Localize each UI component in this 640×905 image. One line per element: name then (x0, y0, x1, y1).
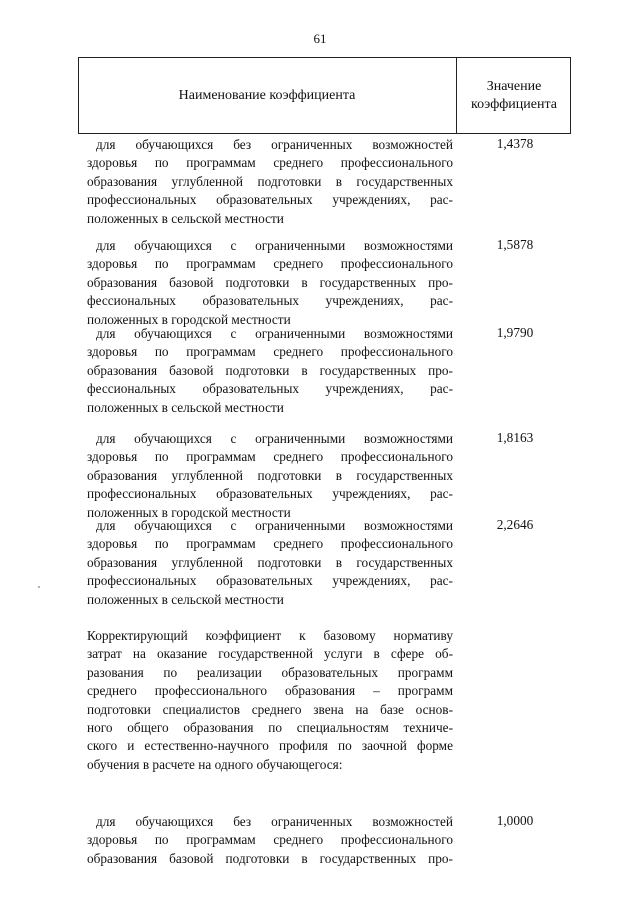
text-line: образования углубленной подготовки в государственных (87, 467, 453, 483)
text-line: затрат на оказание государственной услуги в сфере об- (87, 646, 453, 662)
text-line: профессиональных образовательных учреждениях, рас- (87, 573, 453, 589)
text-line: обучения в расчете на одного обучающегося: (87, 756, 343, 772)
text-line: образования базовой подготовки в государственных про- (87, 850, 453, 866)
text-line: ского и естественно-научного профиля по заочной форме (87, 738, 453, 754)
text-line: образования углубленной подготовки в государственных (87, 173, 453, 189)
text-line: фессиональных образовательных учреждениях, рас- (87, 293, 453, 309)
text-line: образования базовой подготовки в государственных про- (87, 362, 453, 378)
text-line: для обучающихся с ограниченными возможностями (96, 238, 453, 253)
text-line: здоровья по программам среднего профессионального (87, 155, 453, 171)
text-line: подготовки специалистов среднего звена на базе основ- (87, 701, 453, 717)
coefficient-value: 1,5878 (496, 237, 534, 252)
text-line: положенных в городской местности (87, 311, 291, 327)
coefficient-description (87, 237, 453, 329)
text-line: для обучающихся без ограниченных возможностей (96, 814, 453, 829)
text-line: среднего профессионального образования – программ (87, 683, 453, 699)
column-header-name: Наименование коэффициента (178, 88, 356, 103)
coefficient-description (87, 325, 453, 417)
column-header-value (457, 78, 571, 114)
coefficient-value: 1,8163 (496, 430, 534, 445)
text-line: образования базовой подготовки в государственных про- (87, 274, 453, 290)
text-line: разования по реализации образовательных программ (87, 664, 453, 680)
text-line: для обучающихся с ограниченными возможностями (96, 326, 453, 341)
coefficient-description (87, 813, 453, 868)
text-line: положенных в сельской местности (87, 399, 284, 415)
text-line: положенных в городской местности (87, 504, 291, 520)
text-line: для обучающихся без ограниченных возможностей (96, 137, 453, 152)
text-line: образования углубленной подготовки в государственных (87, 554, 453, 570)
page-number: 61 (313, 31, 327, 46)
text-line: ного общего образования по специальностям техниче- (87, 720, 453, 736)
text-line: здоровья по программам среднего профессионального (87, 344, 453, 360)
coefficient-value: 2,2646 (496, 517, 534, 532)
text-line: фессиональных образовательных учреждениях, рас- (87, 381, 453, 397)
text-line: профессиональных образовательных учреждениях, рас- (87, 486, 453, 502)
text-line: для обучающихся с ограниченными возможностями (96, 431, 453, 446)
column-header-value-line2: коэффициента (471, 97, 557, 112)
text-line: здоровья по программам среднего профессионального (87, 536, 453, 552)
coefficient-description (87, 517, 453, 609)
coefficient-value: 1,9790 (496, 325, 534, 340)
coefficient-value: 1,0000 (496, 813, 534, 828)
text-line: для обучающихся с ограниченными возможностями (96, 518, 453, 533)
section-paragraph (87, 627, 453, 774)
text-line: профессиональных образовательных учреждениях, рас- (87, 192, 453, 208)
text-line: здоровья по программам среднего профессионального (87, 449, 453, 465)
column-header-value-line1: Значение (486, 79, 542, 94)
coefficient-description (87, 136, 453, 228)
text-line: положенных в сельской местности (87, 210, 284, 226)
text-line: положенных в сельской местности (87, 591, 284, 607)
scan-artifact (38, 586, 40, 588)
text-line: Корректирующий коэффициент к базовому нормативу (87, 628, 453, 643)
text-line: здоровья по программам среднего профессионального (87, 256, 453, 272)
text-line: здоровья по программам среднего профессионального (87, 832, 453, 848)
coefficient-description (87, 430, 453, 522)
coefficient-value: 1,4378 (496, 136, 534, 151)
